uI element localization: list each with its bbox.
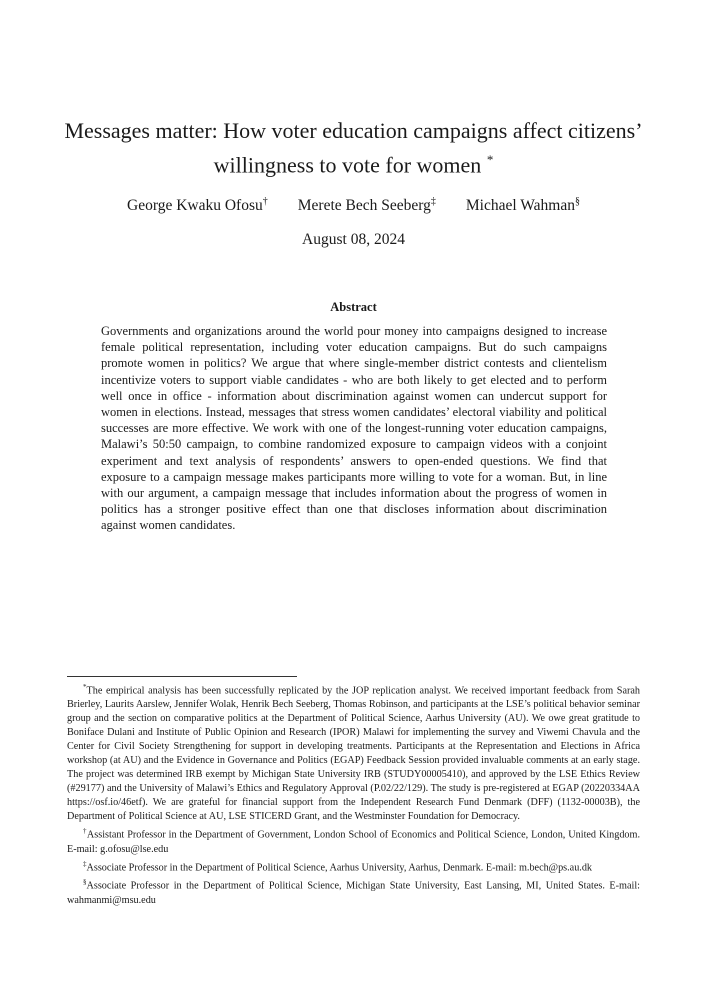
footnote-text: Associate Professor in the Department of Political Science, Aarhus University, Aarhus, Denmark. E-mail: m.bech@ps.au.dk xyxy=(86,862,593,874)
author-1 xyxy=(127,196,268,215)
footnote-text: The empirical analysis has been successfully replicated by the JOP replication analyst. We received important feedback from Sarah Brierley, Laurits Aarslew, Jennifer Wolak, Henrik Bech Seeberg, Thomas Robinson, and participants at the LSE’s political behavior seminar group and the section on comparative politics at the Department of Political Science, Aarhus University (AU). We owe great gratitude to Boniface Dulani and Institute of Public Opinion and Research (IPOR) Malawi for implementing the survey and Viwemi Chavula and the Center for Civil Society Strengthening for support in developing treatments. Participants at the Representation and Elections in Africa workshop (at AU) and the Evidence in Governance and Politics (EGAP) Feedback Session provided invaluable comments at an early stage. The project was determined IRB exempt by Michigan State University IRB (STUDY00005410), and approved by the LSE Ethics Review (#29177) and the University of Malawi’s Ethics and Regulatory Approval (P.02/22/129). The study is pre-registered at EGAP (20220334AA https://osf.io/46etf). We are grateful for financial support from the Independent Research Fund Denmark (DFF) (1132-00003B), the Department of Political Science at AU, LSE STICERD Grant, and the Westminster Foundation for Democracy. xyxy=(67,685,640,823)
footnote-mark: † xyxy=(83,827,87,836)
author-1-name: George Kwaku Ofosu xyxy=(127,197,263,215)
footnote-text: Assistant Professor in the Department of Government, London School of Economics and Political Science, London, United Kingdom. E-mail: g.ofosu@lse.edu xyxy=(67,829,640,855)
author-2 xyxy=(298,196,436,215)
footnotes xyxy=(67,680,640,908)
footnote-author-1 xyxy=(67,824,640,856)
author-list xyxy=(0,196,707,215)
author-2-name: Merete Bech Seeberg xyxy=(297,197,431,215)
footnote-acknowledgements xyxy=(67,680,640,824)
author-3-mark: § xyxy=(574,196,580,207)
footnote-text: Associate Professor in the Department of Political Science, Michigan State University, East Lansing, MI, United States. E-mail: wahmanmi@msu.edu xyxy=(67,880,640,906)
publication-date: August 08, 2024 xyxy=(302,231,405,248)
author-2-mark: ‡ xyxy=(430,196,436,207)
footnote-divider xyxy=(67,676,297,677)
footnote-mark: § xyxy=(83,878,87,887)
paper-title xyxy=(40,116,667,179)
footnote-author-3 xyxy=(67,875,640,907)
title-text: Messages matter: How voter education campaigns affect citizens’ willingness to vote for women xyxy=(64,118,643,178)
author-3-name: Michael Wahman xyxy=(465,197,575,215)
author-1-mark: † xyxy=(262,196,268,207)
abstract-heading: Abstract xyxy=(330,300,377,314)
footnote-mark: ‡ xyxy=(83,859,87,868)
footnote-author-2 xyxy=(67,857,640,875)
author-3 xyxy=(466,196,580,215)
abstract-body: Governments and organizations around the world pour money into campaigns designed to increase female political representation, including voter education campaigns. But do such campaigns promote women in politics? We argue that where single-member district contests and clientelism incentivize voters to support viable candidates - who are both likely to get elected and to perform well once in office - information about discrimination against women can undercut support for women in elections. Instead, messages that stress women candidates’ electoral viability and political successes are more effective. We work with one of the longest-running voter education campaigns, Malawi’s 50:50 campaign, to combine randomized exposure to campaign videos with a conjoint experiment and text analysis of respondents’ answers to open-ended questions. We find that exposure to a campaign message makes participants more willing to vote for a woman. But, in line with our argument, a campaign message that includes information about the progress of women in politics has a stronger positive effect than one that discloses information about discrimination against women candidates. xyxy=(101,324,607,533)
title-footnote-mark: * xyxy=(486,152,494,167)
footnote-mark: * xyxy=(83,683,87,691)
